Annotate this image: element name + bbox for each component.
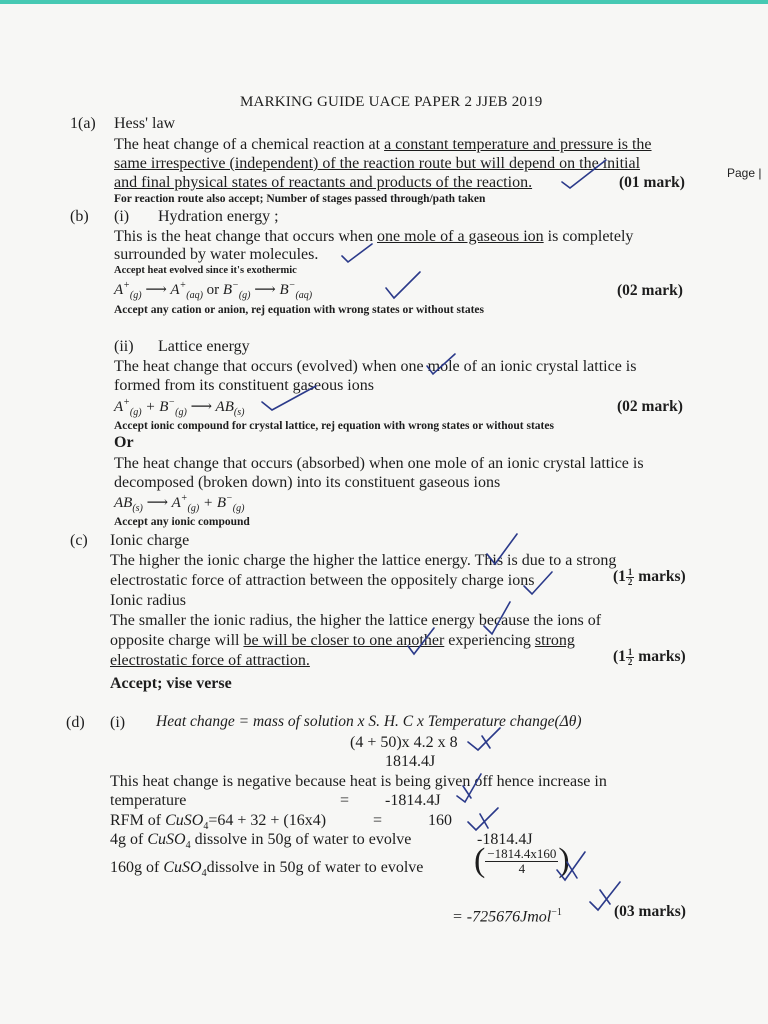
q1d-fraction-denominator: 4 — [518, 860, 526, 876]
q1d-line4-end: dissolve in 50g of water to evolve — [190, 831, 412, 848]
q1c-mark-1 — [613, 568, 686, 587]
q1d-line4-text: 4g of — [110, 831, 148, 848]
q1b-ii-alt-note: Accept any ionic compound — [114, 516, 250, 528]
page-title: MARKING GUIDE UACE PAPER 2 JJEB 2019 — [240, 94, 543, 110]
q1c-radius-line1: The smaller the ionic radius, the higher the lattice energy because the ions of — [110, 612, 602, 629]
q1d-expl-line1: This heat change is negative because heat is being given off hence increase in — [110, 773, 607, 790]
q1b-ii-label: (ii) — [114, 338, 134, 355]
q1a-line1 — [114, 135, 652, 154]
q1b-ii-line2: formed from its constituent gaseous ions — [114, 377, 374, 394]
q1b-i-heading: Hydration energy ; — [158, 208, 279, 225]
q1b-i-line1-end: is completely — [543, 228, 634, 245]
q1d-formula: Heat change = mass of solution x S. H. C x Temperature change(Δθ) — [156, 713, 582, 730]
q1a-note: For reaction route also accept; Number of stages passed through/path taken — [114, 193, 486, 205]
q1c-mark-1-den: 2 — [627, 577, 633, 587]
q1a-line1-text: The heat change of a chemical reaction at — [114, 136, 385, 153]
pen-tick-icon — [384, 268, 424, 302]
q1d-mark: (03 marks) — [614, 903, 686, 920]
q1c-mark-2-num: 1 — [627, 647, 633, 657]
q1c-radius-line2-underlined: be will be closer to one another — [243, 632, 445, 649]
q1d-line5-formula: CuSO — [163, 859, 202, 876]
q1c-radius-line2-strong: strong — [534, 632, 575, 649]
q1d-result: 1814.4J — [385, 753, 436, 770]
q1c-accept: Accept; vise verse — [110, 675, 232, 692]
q1d-number: (d) — [66, 714, 85, 731]
q1c-radius-line2-text: opposite charge will — [110, 632, 244, 649]
q1c-mark-2-prefix: (1 — [613, 648, 626, 666]
q1b-ii-line1: The heat change that occurs (evolved) when one mole of an ionic crystal lattice is — [114, 358, 637, 375]
q1d-line5 — [110, 858, 423, 883]
q1d-line5-subscript: 4 — [201, 868, 207, 880]
q1d-rfm-label: RFM of — [110, 812, 166, 829]
q1b-ii-heading: Lattice energy — [158, 338, 250, 355]
right-paren: ) — [558, 842, 570, 879]
q1c-radius-line2 — [110, 631, 575, 650]
q1d-rfm-calc: =64 + 32 + (16x4) — [208, 812, 327, 829]
q1b-ii-alt-line2: decomposed (broken down) into its constituent gaseous ions — [114, 474, 501, 491]
q1b-i-note1: Accept heat evolved since it's exothermic — [114, 265, 297, 276]
q1d-line5-end: dissolve in 50g of water to evolve — [206, 859, 424, 876]
q1b-i-note2: Accept any cation or anion, rej equation with wrong states or without states — [114, 304, 485, 316]
q1c-mark-1-suffix: marks) — [634, 568, 686, 586]
q1c-radius-line2-mid: experiencing — [444, 632, 535, 649]
q1a-number: 1(a) — [70, 115, 96, 132]
q1c-mark-2 — [613, 648, 686, 667]
q1b-ii-mark: (02 mark) — [617, 398, 683, 415]
q1d-line4-subscript: 4 — [185, 840, 191, 852]
q1d-final-value: = -725676Jmol — [452, 908, 552, 926]
q1b-i-mark: (02 mark) — [617, 282, 683, 299]
q1a-line2: same irrespective (independent) of the reaction route but will depend on the initial — [114, 155, 641, 172]
q1c-mark-1-num: 1 — [627, 567, 633, 577]
q1a-mark: (01 mark) — [619, 174, 685, 191]
left-paren: ( — [474, 842, 486, 879]
q1b-ii-equation: $A^+_{(g)} + B^-_{(g)}$ ⟶ $AB_{(s)}$ — [114, 397, 245, 418]
q1b-i-line1-underlined: one mole of a gaseous ion — [377, 228, 544, 245]
q1d-calc: (4 + 50)x 4.2 x 8 — [350, 734, 458, 751]
q1d-fraction-numerator: −1814.4x160 — [487, 845, 557, 861]
q1d-expl-line2-eq: = — [340, 792, 350, 809]
q1b-ii-alt-line1: The heat change that occurs (absorbed) when one mole of an ionic crystal lattice is — [114, 455, 644, 472]
q1c-charge-line2: electrostatic force of attraction between the oppositely charge ions — [110, 572, 535, 589]
q1d-fraction-group — [474, 842, 570, 879]
q1b-ii-note: Accept ionic compound for crystal lattice, rej equation with wrong states or without states — [114, 420, 554, 432]
q1d-final-exponent: −1 — [551, 907, 562, 918]
q1a-line1-underlined: a constant temperature and pressure is the — [384, 136, 652, 153]
q1b-i-line2: surrounded by water molecules. — [114, 246, 319, 263]
top-border — [0, 0, 768, 4]
page-tag: Page | — [727, 166, 762, 180]
q1b-i-label: (i) — [114, 208, 130, 225]
q1c-radius-line3: electrostatic force of attraction. — [110, 652, 310, 669]
q1d-rfm-eq: = — [373, 812, 383, 829]
q1c-heading-radius: Ionic radius — [110, 592, 186, 609]
q1c-mark-1-prefix: (1 — [613, 568, 626, 586]
q1d-line5-text: 160g of — [110, 859, 164, 876]
q1d-rfm-value: 160 — [428, 812, 452, 829]
q1b-ii-alt-equation: $AB_{(s)}$ ⟶ $A^+_{(g)} + B^-_{(g)}$ — [114, 493, 245, 514]
q1d-final — [452, 903, 562, 926]
q1c-number: (c) — [70, 532, 88, 549]
q1b-i-equation: $A^+_{(g)}$ ⟶ $A^+_{(aq)}$ or $B^-_{(g)}$ ⟶ $B^-_{(aq)}$ — [114, 280, 313, 301]
q1d-fraction — [485, 847, 558, 876]
q1b-i-line1 — [114, 227, 633, 246]
q1c-mark-2-suffix: marks) — [634, 648, 686, 666]
q1d-label: (i) — [110, 714, 126, 731]
q1d-line4 — [110, 830, 411, 855]
q1b-i-line1-text: This is the heat change that occurs when — [114, 228, 378, 245]
q1a-line3: and final physical states of reactants and products of the reaction. — [114, 174, 533, 191]
q1c-charge-line1: The higher the ionic charge the higher the lattice energy. This is due to a strong — [110, 552, 617, 569]
q1a-heading: Hess' law — [114, 115, 176, 132]
q1d-rfm-formula: CuSO — [165, 812, 204, 829]
q1d-line4-value: -1814.4J — [477, 831, 533, 848]
q1d-expl-line2-label: temperature — [110, 792, 187, 809]
q1d-expl-line2-value: -1814.4J — [385, 792, 441, 809]
q1b-number: (b) — [70, 208, 89, 225]
q1c-heading-charge: Ionic charge — [110, 532, 190, 549]
q1c-mark-2-den: 2 — [627, 657, 633, 667]
q1d-rfm-subscript: 4 — [203, 821, 209, 833]
q1b-or-label: Or — [114, 434, 134, 451]
q1d-line4-formula: CuSO — [147, 831, 186, 848]
q1b-i-or: or — [206, 282, 220, 298]
